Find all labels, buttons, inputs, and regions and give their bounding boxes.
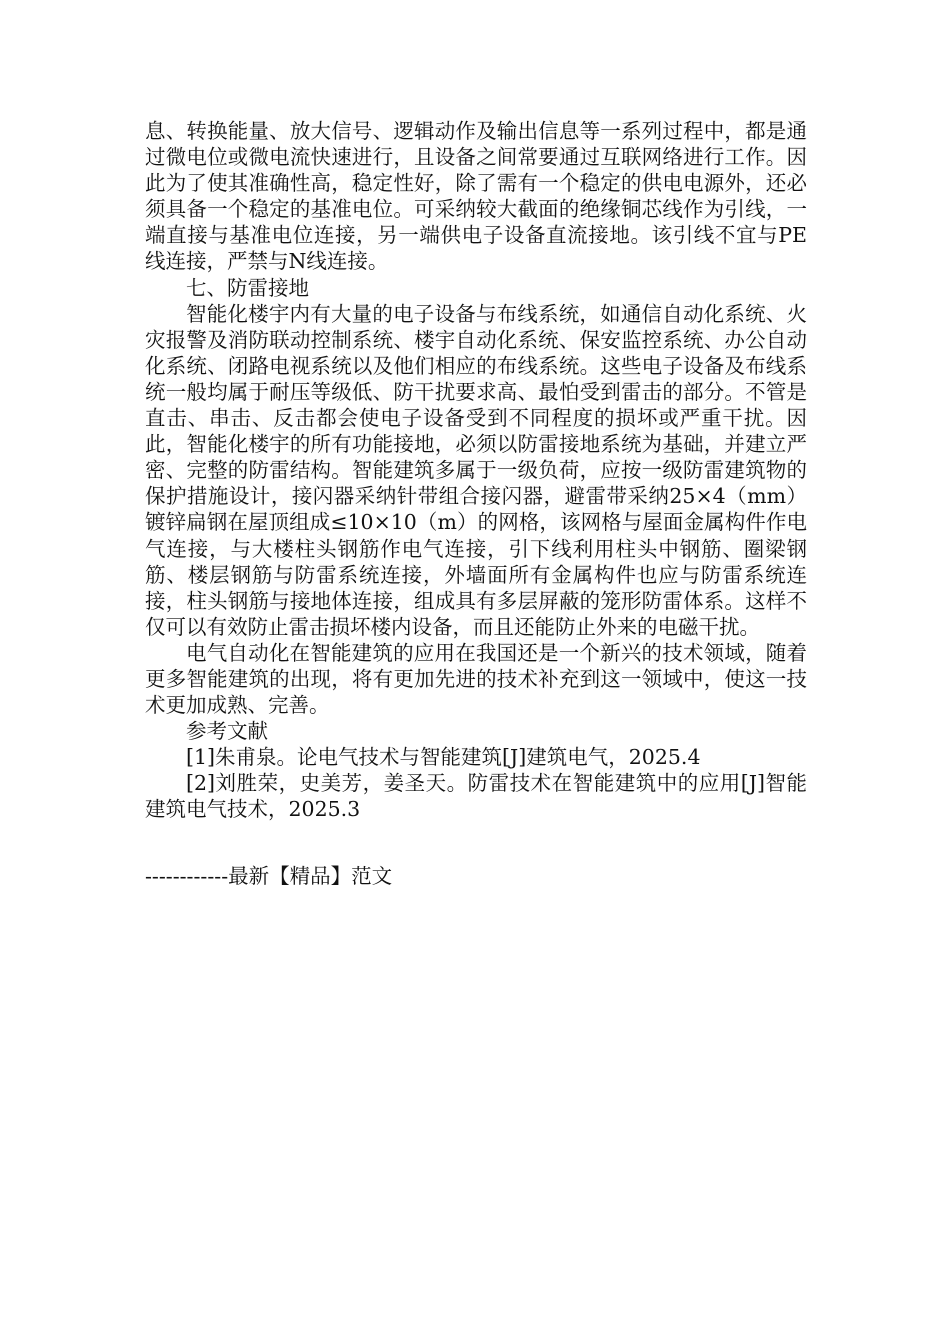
section-heading-lightning: 七、防雷接地 bbox=[186, 275, 309, 300]
footer-text: ------------最新【精品】范文 bbox=[145, 863, 393, 888]
paragraph-conclusion: 电气自动化在智能建筑的应用在我国还是一个新兴的技术领域，随着更多智能建筑的出现，将有更加先进的技术补充到这一领域中，使这一技术更加成熟、完善。 bbox=[145, 640, 807, 718]
spacer bbox=[145, 823, 807, 863]
references-heading: 参考文献 bbox=[186, 719, 268, 744]
document-page bbox=[145, 118, 807, 889]
reference-item-1: [1]朱甫泉。论电气技术与智能建筑[J]建筑电气，2025.4 bbox=[186, 745, 701, 770]
paragraph-lightning-protection: 智能化楼宇内有大量的电子设备与布线系统，如通信自动化系统、火灾报警及消防联动控制系统、楼宇自动化系统、保安监控系统、办公自动化系统、闭路电视系统以及他们相应的布线系统。这些电子设备及布线系统一般均属于耐压等级低、防干扰要求高、最怕受到雷击的部分。不管是直击、串击、反击都会使电子设备受到不同程度的损坏或严重干扰。因此，智能化楼宇的所有功能接地，必须以防雷接地系统为基础，并建立严密、完整的防雷结构。智能建筑多属于一级负荷，应按一级防雷建筑物的保护措施设计，接闪器采纳针带组合接闪器，避雷带采纳25×4（mm）镀锌扁钢在屋顶组成≤10×10（m）的网格，该网格与屋面金属构件作电气连接，与大楼柱头钢筋作电气连接，引下线利用柱头中钢筋、圈梁钢筋、楼层钢筋与防雷系统连接，外墙面所有金属构件也应与防雷系统连接，柱头钢筋与接地体连接，组成具有多层屏蔽的笼形防雷体系。这样不仅可以有效防止雷击损坏楼内设备，而且还能防止外来的电磁干扰。 bbox=[145, 301, 807, 639]
reference-item-2: [2]刘胜荣，史美芳，姜圣天。防雷技术在智能建筑中的应用[J]智能建筑电气技术，2025.3 bbox=[145, 771, 807, 822]
paragraph-continued: 息、转换能量、放大信号、逻辑动作及输出信息等一系列过程中，都是通过微电位或微电流快速进行，且设备之间常要通过互联网络进行工作。因此为了使其准确性高，稳定性好，除了需有一个稳定的供电电源外，还必须具备一个稳定的基准电位。可采纳较大截面的绝缘铜芯线作为引线，一端直接与基准电位连接，另一端供电子设备直流接地。该引线不宜与PE线连接，严禁与N线连接。 bbox=[145, 119, 807, 274]
